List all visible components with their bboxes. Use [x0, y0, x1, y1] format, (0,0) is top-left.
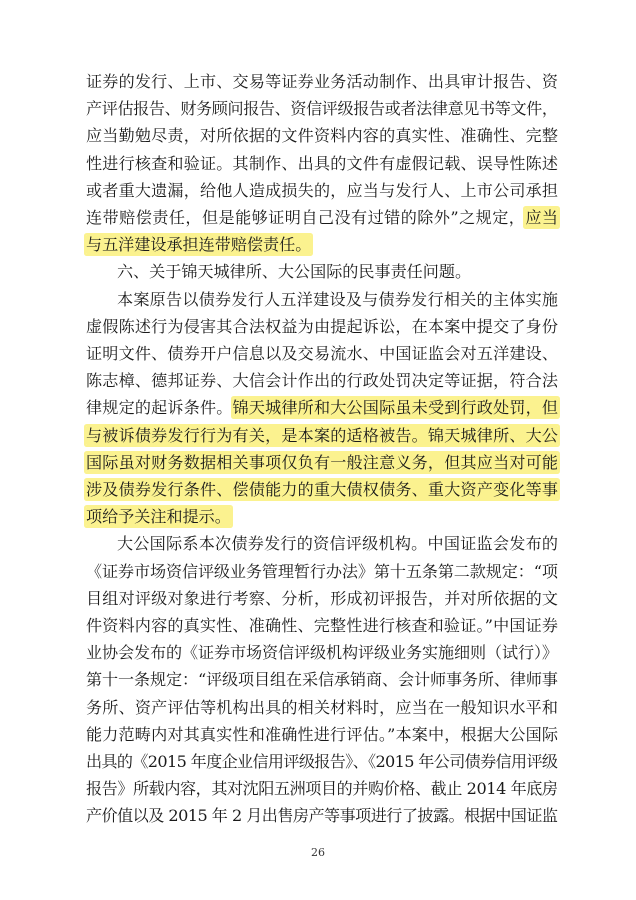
- text-line: [86, 123, 558, 149]
- text-run: 六、关于锦天城律所、大公国际的民事责任问题。: [117, 262, 472, 282]
- text-run: 证明文件、债券开户信息以及交易流水、中国证监会对五洋建设、: [86, 344, 559, 363]
- text-run: 应当勤勉尽责，对所依据的文件资料内容的真实性、准确性、完整: [86, 126, 559, 146]
- text-run: 证券的发行、上市、交易等证券业务活动制作、出具审计报告、资: [86, 72, 559, 91]
- text-line: [86, 803, 557, 829]
- text-line: [86, 341, 558, 367]
- highlighted-text: 项给予关注和提示。: [86, 507, 231, 527]
- text-run: 或者重大遗漏，给他人造成损失的，应当与发行人、上市公司承担: [86, 180, 559, 200]
- text-run: 律规定的起诉条件。: [86, 398, 233, 418]
- text-line: [86, 368, 558, 394]
- text-run: 能力范畴内对其真实性和准确性进行评估。”本案中，根据大公国际: [86, 724, 559, 744]
- text-line: [86, 776, 558, 802]
- text-run: 连带赔偿责任，但是能够证明自己没有过错的除外”之规定，: [86, 208, 526, 227]
- text-run: 第十一条规定：“评级项目组在采信承销商、会计师事务所、律师事: [86, 670, 558, 690]
- highlighted-text: 应当: [525, 208, 559, 227]
- text-run: 报告》所载内容，其对沈阳五洲项目的并购价格、截止 2014 年底房: [86, 779, 558, 799]
- text-run: 业协会发布的《证券市场资信评级机构评级业务实施细则（试行）》: [86, 643, 558, 663]
- text-line: [86, 151, 558, 177]
- text-run: 《证券市场资信评级业务管理暂行办法》第十五条第二款规定：“项: [86, 561, 558, 581]
- text-line: [86, 477, 558, 503]
- highlighted-text: 涉及债券发行条件、偿债能力的重大债权债务、重大资产变化等事: [86, 480, 559, 499]
- text-run: 务所、资产评估等机构出具的相关材料时，应当在一般知识水平和: [86, 697, 559, 717]
- text-line: [117, 531, 558, 557]
- text-run: 出具的《2015 年度企业信用评级报告》、《2015 年公司债券信用评级: [86, 752, 558, 771]
- text-run: 件资料内容的真实性、准确性、完整性进行核查和验证。”中国证券: [86, 616, 559, 635]
- text-run: 目组对评级对象进行考察、分析，形成初评报告，并对所依据的文: [86, 588, 559, 608]
- text-line: [86, 205, 558, 231]
- page-number: 26: [311, 846, 325, 859]
- text-run: 陈志樟、德邦证券、大信会计作出的行政处罚决定等证据，符合法: [86, 371, 559, 391]
- text-line: [117, 259, 471, 285]
- text-run: 虚假陈述行为侵害其合法权益为由提起诉讼，在本案中提交了身份: [86, 316, 559, 336]
- text-line: [86, 749, 557, 775]
- text-line: [86, 586, 558, 612]
- text-line: [86, 559, 558, 585]
- text-line: [86, 395, 558, 421]
- text-line: [86, 613, 558, 639]
- text-run: 产价值以及 2015 年 2 月出售房产等事项进行了披露。根据中国证监: [86, 806, 558, 826]
- text-line: [86, 314, 558, 340]
- highlighted-text: 与被诉债券发行行为有关，是本案的适格被告。锦天城律所、大公: [86, 425, 559, 445]
- text-line: [86, 504, 231, 530]
- highlighted-text: 与五洋建设承担连带赔偿责任。: [86, 235, 312, 255]
- text-line: [86, 667, 558, 693]
- text-line: [86, 178, 558, 204]
- highlighted-text: 国际虽对财务数据相关事项仅负有一般注意义务，但其应当对可能: [86, 452, 559, 472]
- text-line: [86, 640, 558, 666]
- text-line: [86, 232, 311, 258]
- text-line: [86, 69, 558, 95]
- text-line: [86, 450, 558, 476]
- text-line: [117, 287, 558, 313]
- text-line: [86, 695, 558, 721]
- text-run: 产评估报告、财务顾问报告、资信评级报告或者法律意见书等文件，: [86, 99, 558, 119]
- text-run: 大公国际系本次债券发行的资信评级机构。中国证监会发布的: [117, 534, 559, 554]
- text-run: 性进行核查和验证。其制作、出具的文件有虚假记载、误导性陈述: [86, 153, 559, 173]
- text-line: [86, 96, 558, 122]
- text-run: 本案原告以债券发行人五洋建设及与债券发行相关的主体实施: [117, 289, 559, 309]
- text-line: [86, 722, 558, 748]
- text-line: [86, 423, 558, 449]
- highlighted-text: 锦天城律所和大公国际虽未受到行政处罚，但: [232, 398, 559, 418]
